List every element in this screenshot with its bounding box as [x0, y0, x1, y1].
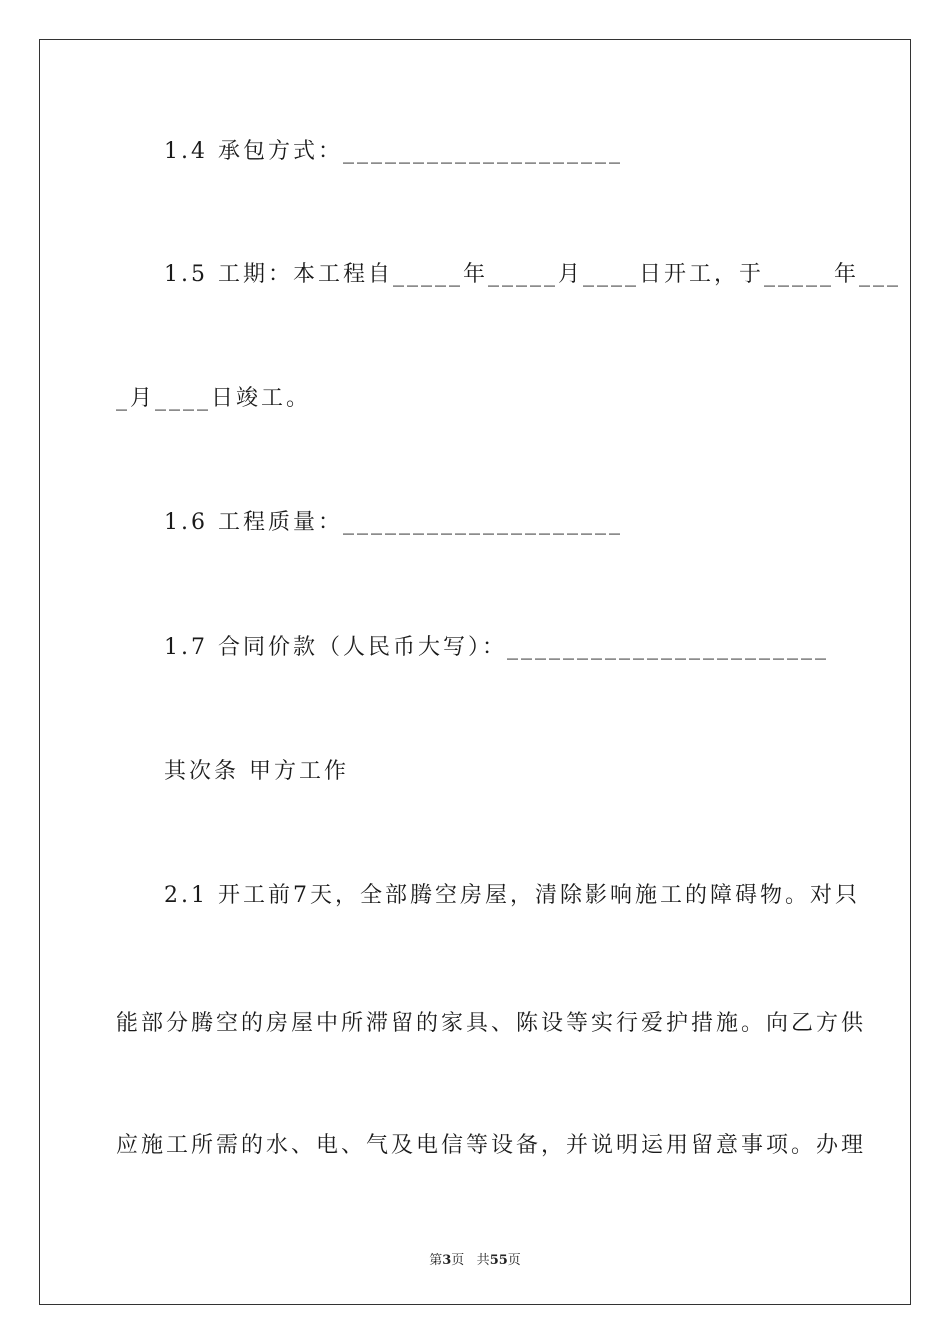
clause-1-4: 1.4 承包方式：____________________ [164, 139, 623, 164]
total-pages: 55 [489, 1253, 508, 1268]
page-prefix: 第 [429, 1253, 443, 1268]
clause-1-5-continued: _月____日竣工。 [116, 386, 312, 411]
page-footer [0, 1249, 950, 1268]
clause-2-1-line-2: 能部分腾空的房屋中所滞留的家具、陈设等实行爱护措施。向乙方供 [116, 1011, 867, 1036]
total-suffix: 页 [507, 1253, 521, 1268]
clause-1-5: 1.5 工期：本工程自_____年_____月____日开工，于_____年___ [164, 262, 901, 287]
page-number: 3 [442, 1253, 452, 1268]
clause-1-6: 1.6 工程质量：____________________ [164, 510, 623, 535]
clause-1-7: 1.7 合同价款（人民币大写）：_______________________ [164, 635, 829, 660]
total-prefix: 共 [476, 1253, 490, 1268]
section-heading-2: 其次条 甲方工作 [164, 759, 349, 784]
page-suffix: 页 [451, 1253, 465, 1268]
clause-2-1-line-3: 应施工所需的水、电、气及电信等设备，并说明运用留意事项。办理 [116, 1133, 867, 1158]
page-frame [39, 39, 911, 1305]
clause-2-1: 2.1 开工前7天，全部腾空房屋，清除影响施工的障碍物。对只 [164, 883, 860, 908]
